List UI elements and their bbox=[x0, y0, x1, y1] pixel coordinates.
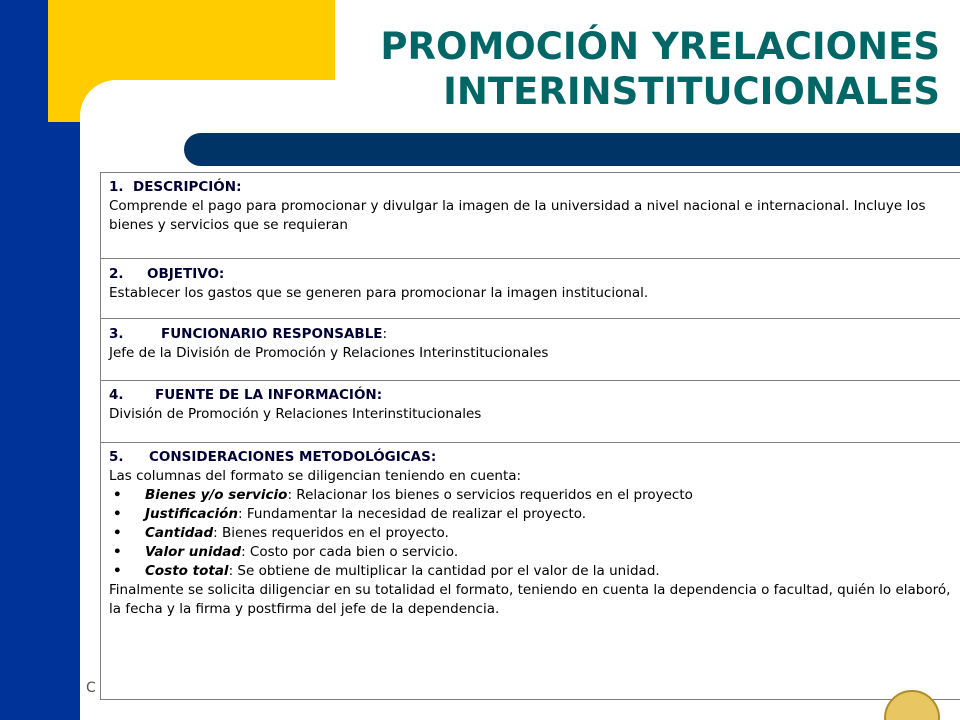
section-title: FUNCIONARIO RESPONSABLE bbox=[161, 326, 383, 342]
section-title: DESCRIPCIÓN: bbox=[133, 179, 242, 195]
section-number: 2. bbox=[109, 266, 124, 282]
section-funcionario bbox=[101, 319, 960, 381]
bullet-text: : Se obtiene de multiplicar la cantidad por el valor de la unidad. bbox=[228, 563, 660, 579]
section-title: OBJETIVO: bbox=[147, 266, 225, 282]
section-intro: Las columnas del formato se diligencian teniendo en cuenta: bbox=[109, 468, 522, 484]
section-descripcion bbox=[101, 173, 960, 259]
bullet-text: : Relacionar los bienes o servicios requeridos en el proyecto bbox=[287, 487, 693, 503]
section-number: 4. bbox=[109, 387, 124, 403]
section-text: Comprende el pago para promocionar y divulgar la imagen de la universidad a nivel nacional e internacional. Incluye los bienes y servicios que se requieran bbox=[109, 198, 926, 233]
navy-header-stripe bbox=[184, 133, 960, 166]
section-heading bbox=[109, 448, 952, 467]
bullet-term: Valor unidad bbox=[145, 544, 242, 560]
section-title: FUENTE DE LA INFORMACIÓN: bbox=[155, 387, 383, 403]
section-title-suffix: : bbox=[382, 326, 388, 342]
list-item bbox=[109, 505, 952, 524]
section-text: Establecer los gastos que se generen para promocionar la imagen institucional. bbox=[109, 285, 649, 301]
section-objetivo bbox=[101, 259, 960, 319]
title-line-2: INTERINSTITUCIONALES bbox=[443, 70, 940, 113]
section-number: 3. bbox=[109, 326, 124, 342]
section-title: CONSIDERACIONES METODOLÓGICAS: bbox=[149, 449, 437, 465]
section-closing: Finalmente se solicita diligenciar en su totalidad el formato, teniendo en cuenta la dependencia o facultad, quién lo elaboró, la fecha y la firma y postfirma del jefe de la dependencia. bbox=[109, 582, 951, 617]
list-item bbox=[109, 562, 952, 581]
bullet-list bbox=[109, 486, 952, 581]
section-number: 1. bbox=[109, 179, 124, 195]
bullet-term: Costo total bbox=[145, 563, 229, 579]
section-text: Jefe de la División de Promoción y Relaciones Interinstitucionales bbox=[109, 345, 549, 361]
section-text: División de Promoción y Relaciones Interinstitucionales bbox=[109, 406, 482, 422]
list-item bbox=[109, 543, 952, 562]
section-consideraciones bbox=[101, 443, 960, 699]
page-title bbox=[300, 24, 940, 114]
bullet-term: Bienes y/o servicio bbox=[145, 487, 288, 503]
title-line-1: PROMOCIÓN YRELACIONES bbox=[380, 25, 940, 68]
section-fuente bbox=[101, 381, 960, 443]
content-table bbox=[100, 172, 960, 700]
footer-fragment: C bbox=[86, 680, 96, 696]
list-item bbox=[109, 524, 952, 543]
bullet-text: : Fundamentar la necesidad de realizar el proyecto. bbox=[238, 506, 587, 522]
section-heading bbox=[109, 265, 952, 284]
section-heading bbox=[109, 386, 952, 405]
bullet-term: Cantidad bbox=[145, 525, 214, 541]
bullet-text: : Costo por cada bien o servicio. bbox=[241, 544, 459, 560]
bullet-term: Justificación bbox=[145, 506, 239, 522]
bullet-text: : Bienes requeridos en el proyecto. bbox=[213, 525, 449, 541]
section-heading bbox=[109, 178, 952, 197]
section-number: 5. bbox=[109, 449, 124, 465]
list-item bbox=[109, 486, 952, 505]
section-heading bbox=[109, 325, 952, 344]
